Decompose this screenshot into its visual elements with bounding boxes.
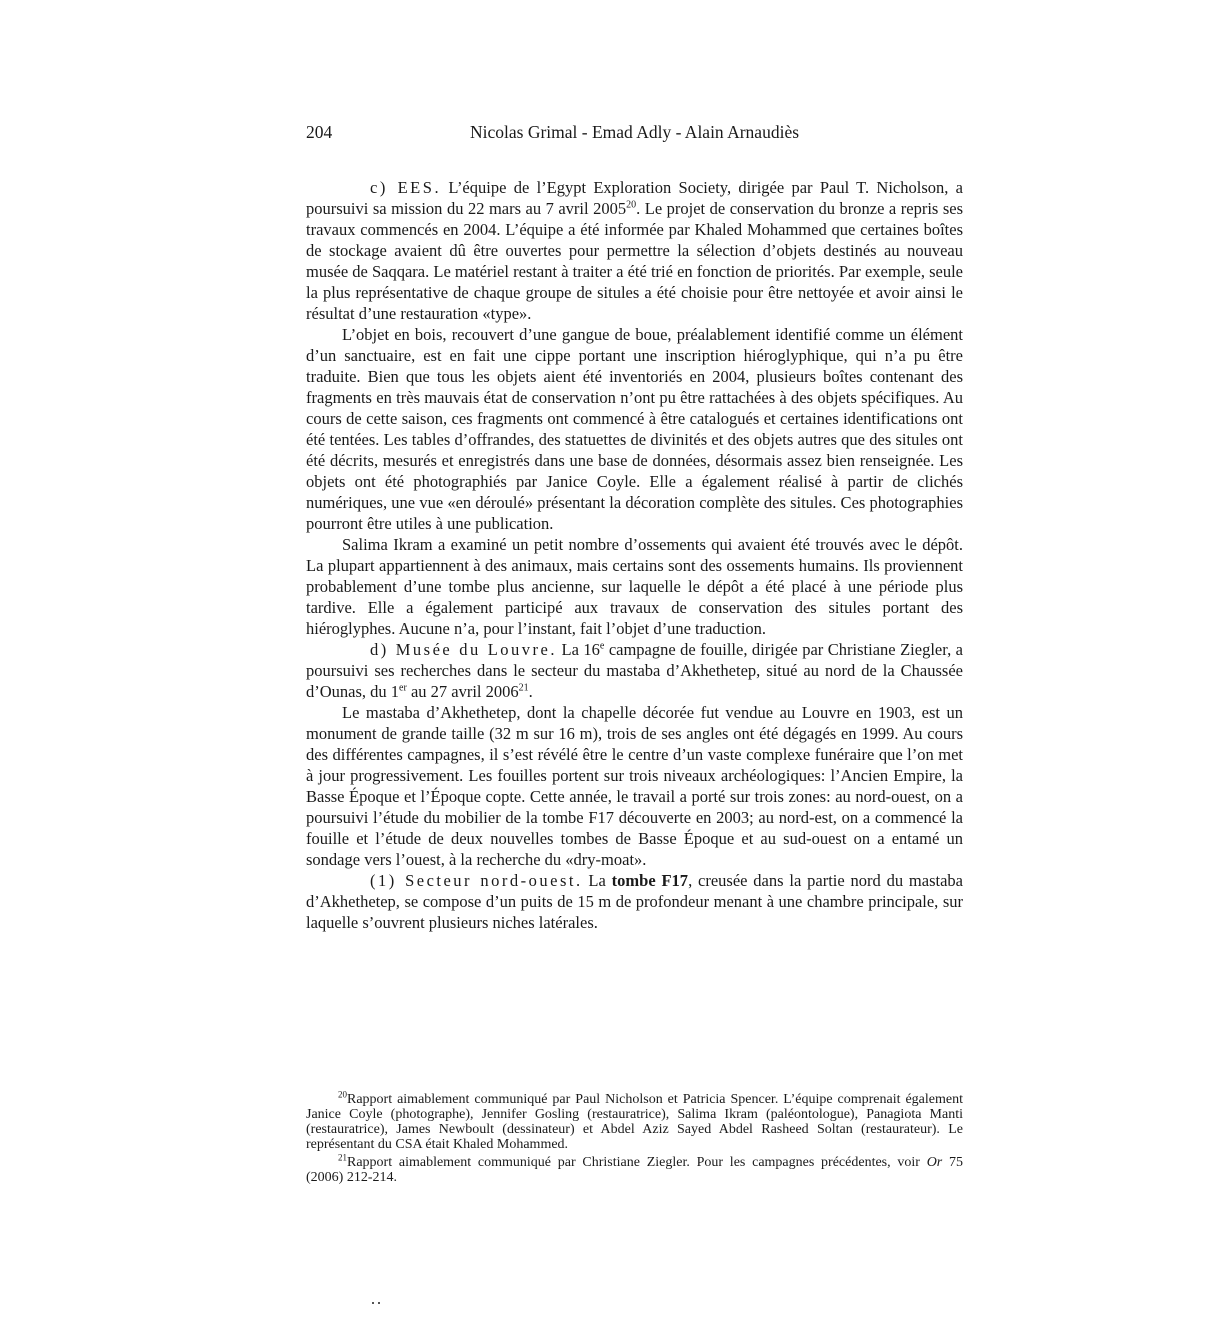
scan-artifact [372,1302,382,1305]
paragraph-mastaba: Le mastaba d’Akhethetep, dont la chapelle décorée fut vendue au Louvre en 1903, est un monument de grande taille (32 m sur 16 m), trois de ses angles ont été dégagés en 1999. Au cours des différentes campagnes, il s’est révélé être le centre d’un vaste complexe funéraire que l’on met à jour progressivement. Les fouilles portent sur trois niveaux archéologiques: l’Ancien Empire, la Basse Époque et l’Époque copte. Cette année, le travail a porté sur trois zones: au nord-ouest, on a poursuivi l’étude du mobilier de la tombe F17 découverte en 2003; au nord-est, on a commencé la fouille et l’étude de deux nouvelles tombes de Basse Époque et au sud-ouest on a entamé un sondage vers l’ouest, à la recherche du «dry-moat». [306,703,963,869]
bold-term: tombe F17 [611,871,689,890]
paragraph-text: campagne de fouille, dirigée par Christiane Ziegler, a poursuivi ses recherches dans le secteur du mastaba d’Akhethetep, situé au nord de la Chaussée d’Ounas, du 1 [306,640,964,701]
page-header [306,122,963,152]
footnote-20 [306,1089,963,1152]
page-number: 204 [306,122,333,142]
footnote-ref-20[interactable]: 20 [626,199,637,211]
paragraph-text: , creusée dans la partie nord du mastaba d’Akhethetep, se compose d’un puits de 15 m de profondeur menant à une chambre principale, sur laquelle s’ouvrent plusieurs niches latérales. [306,871,963,932]
footnote-number: 20 [338,1089,347,1100]
paragraph-louvre [306,639,963,702]
footnote-text: Rapport aimablement communiqué par Christiane Ziegler. Pour les campagnes précédentes, voir [347,1155,927,1170]
footnote-number: 21 [338,1152,347,1163]
superscript: er [399,682,407,694]
running-head: Nicolas Grimal - Emad Adly - Alain Arnaudiès [469,122,800,142]
section-label-ees: c) EES. [370,178,442,197]
superscript: e [599,640,605,652]
paragraph-objet-bois: L’objet en bois, recouvert d’une gangue de boue, préalablement identifié comme un élément d’un sanctuaire, est en fait une cippe portant une inscription hiéroglyphique, qui n’a pu être traduite. Bien que tous les objets aient été inventoriés en 2004, plusieurs boîtes contenant des fragments en très mauvais état de conservation n’ont pu être rattachées à des objets spécifiques. Au cours de cette saison, ces fragments ont commencé à être catalogués et certaines identifications ont été tentées. Les tables d’offrandes, des statuettes de divinités et des objets autres que des situles ont été décrits, mesurés et enregistrés dans une base de données, désormais assez bien renseignée. Les objets ont été photographiés par Janice Coyle. Elle a également réalisé à partir de clichés numériques, une vue «en déroulé» présentant la décoration complète des situles. Ces photographies pourront être utiles à une publication. [306,325,963,533]
paragraph-text: L’équipe de l’Egypt Exploration Society, dirigée par Paul T. Nicholson, a poursuivi sa mission du 22 mars au 7 avril 2005 [306,178,964,218]
page [306,122,963,933]
body-text [306,177,963,933]
paragraph-text: La [582,871,612,890]
footnote-ref-21[interactable]: 21 [518,682,529,694]
section-label-louvre: d) Musée du Louvre. [370,640,557,659]
italic-abbrev: Or [926,1155,943,1170]
section-label-nord-ouest: (1) Secteur nord-ouest. [370,871,583,890]
paragraph-secteur-nord-ouest [306,870,963,933]
footnote-text: 75 (2006) 212-214. [306,1155,964,1185]
paragraph-salima-ikram: Salima Ikram a examiné un petit nombre d’ossements qui avaient été trouvés avec le dépôt. La plupart appartiennent à des animaux, mais certains sont des ossements humains. Ils proviennent probablement d’une tombe plus ancienne, sur laquelle le dépôt a été placé à une période plus tardive. Elle a également participé aux travaux de conservation des situles portant des hiéroglyphes. Aucune n’a, pour l’instant, fait l’objet d’une traduction. [306,535,963,638]
paragraph-text: . Le projet de conservation du bronze a repris ses travaux commencés en 2004. L’équipe a été informée par Khaled Mohammed que certaines boîtes de stockage avaient dû être ouvertes pour permettre la sélection d’objets destinés au nouveau musée de Saqqara. Le matériel restant à traiter a été trié en fonction de priorités. Par exemple, seule la plus représentative de chaque groupe de situles a été choisie pour être nettoyée et avoir ainsi le résultat d’une restauration «type». [306,199,963,323]
footnote-text: Rapport aimablement communiqué par Paul Nicholson et Patricia Spencer. L’équipe comprenait également Janice Coyle (photographe), Jennifer Gosling (restauratrice), Salima Ikram (paléontologue), Panagiota Manti (restauratrice), James Newboult (dessinateur) et Abdel Aziz Sayed Abdel Rasheed Soltan (restaurateur). Le représentant du CSA était Khaled Mohammed. [306,1092,963,1152]
paragraph-ees [306,177,963,324]
paragraph-text: au 27 avril 2006 [406,682,519,701]
footnote-21 [306,1152,964,1185]
footnotes [306,1089,964,1185]
paragraph-text: . [528,682,533,701]
paragraph-text: La 16 [561,640,600,659]
